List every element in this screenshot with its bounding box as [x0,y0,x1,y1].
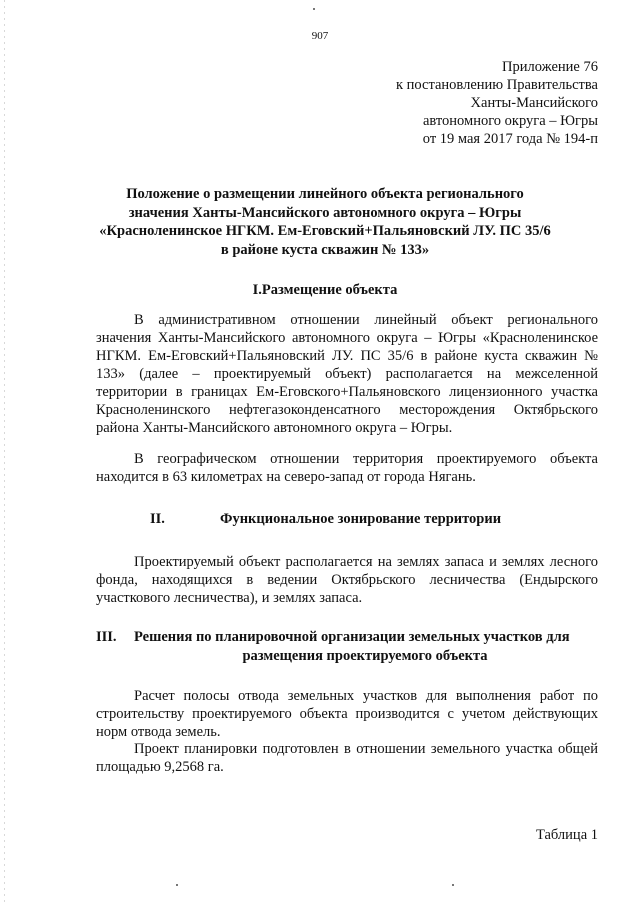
appendix-line: от 19 мая 2017 года № 194-п [422,131,598,147]
section-2-heading [150,510,550,529]
section-1-paragraph: В административном отношении линейный объект регионального значения Ханты-Мансийского автономного округа – Югры «Красноленинское НГКМ. Ем-Еговский+Пальяновский ЛУ. ПС 35/6 в районе куста скважин № 133» (далее – проектируемый объект) располагается на межселенной территории в границах Ем-Еговского+Пальяновского лицензионного участка Красноленинского нефтегазоконденсатного месторождения Октябрьского района Ханты-Мансийского автономного округа – Югры. [96,312,598,436]
scan-speck [313,8,315,10]
appendix-line: автономного округа – Югры [422,113,598,129]
scan-speck [176,884,178,886]
appendix-line: к постановлению Правительства [396,77,598,93]
table-caption: Таблица 1 [535,827,598,843]
section-3-paragraph: Проект планировки подготовлен в отношении земельного участка общей площадью 9,2568 га. [96,741,598,775]
section-3-number: III. [96,629,117,645]
page-number: 907 [311,30,329,42]
scan-margin-mark [4,0,5,905]
appendix-line: Ханты-Мансийского [470,95,598,111]
document-title: Положение о размещении линейного объекта регионального значения Ханты-Мансийского автономного округа – Югры «Красноленинское НГКМ. Ем-Еговский+Пальяновский ЛУ. ПС 35/6 в районе куста скважин № 133» [99,186,551,258]
scan-speck [452,884,454,886]
section-3-heading [96,628,596,665]
section-2-paragraph: Проектируемый объект располагается на землях запаса и землях лесного фонда, находящихся в ведении Октябрьского лесничества (Ендырского участкового лесничества), и землях запаса. [96,554,598,606]
section-3-title-line1: Решения по планировочной организации земельных участков для [134,629,570,645]
section-2-title: Функциональное зонирование территории [220,511,502,527]
appendix-line: Приложение 76 [502,59,598,75]
section-3-title-line2: размещения проектируемого объекта [242,647,488,664]
section-2-number: II. [150,511,165,527]
section-3-paragraph: Расчет полосы отвода земельных участков для выполнения работ по строительству проектируемого объекта производится с учетом действующих норм отвода земель. [96,688,598,740]
section-1-paragraph: В географическом отношении территория проектируемого объекта находится в 63 километрах на северо-запад от города Нягань. [96,451,598,485]
appendix-header [298,58,598,148]
section-1-heading: I.Размещение объекта [252,282,398,298]
